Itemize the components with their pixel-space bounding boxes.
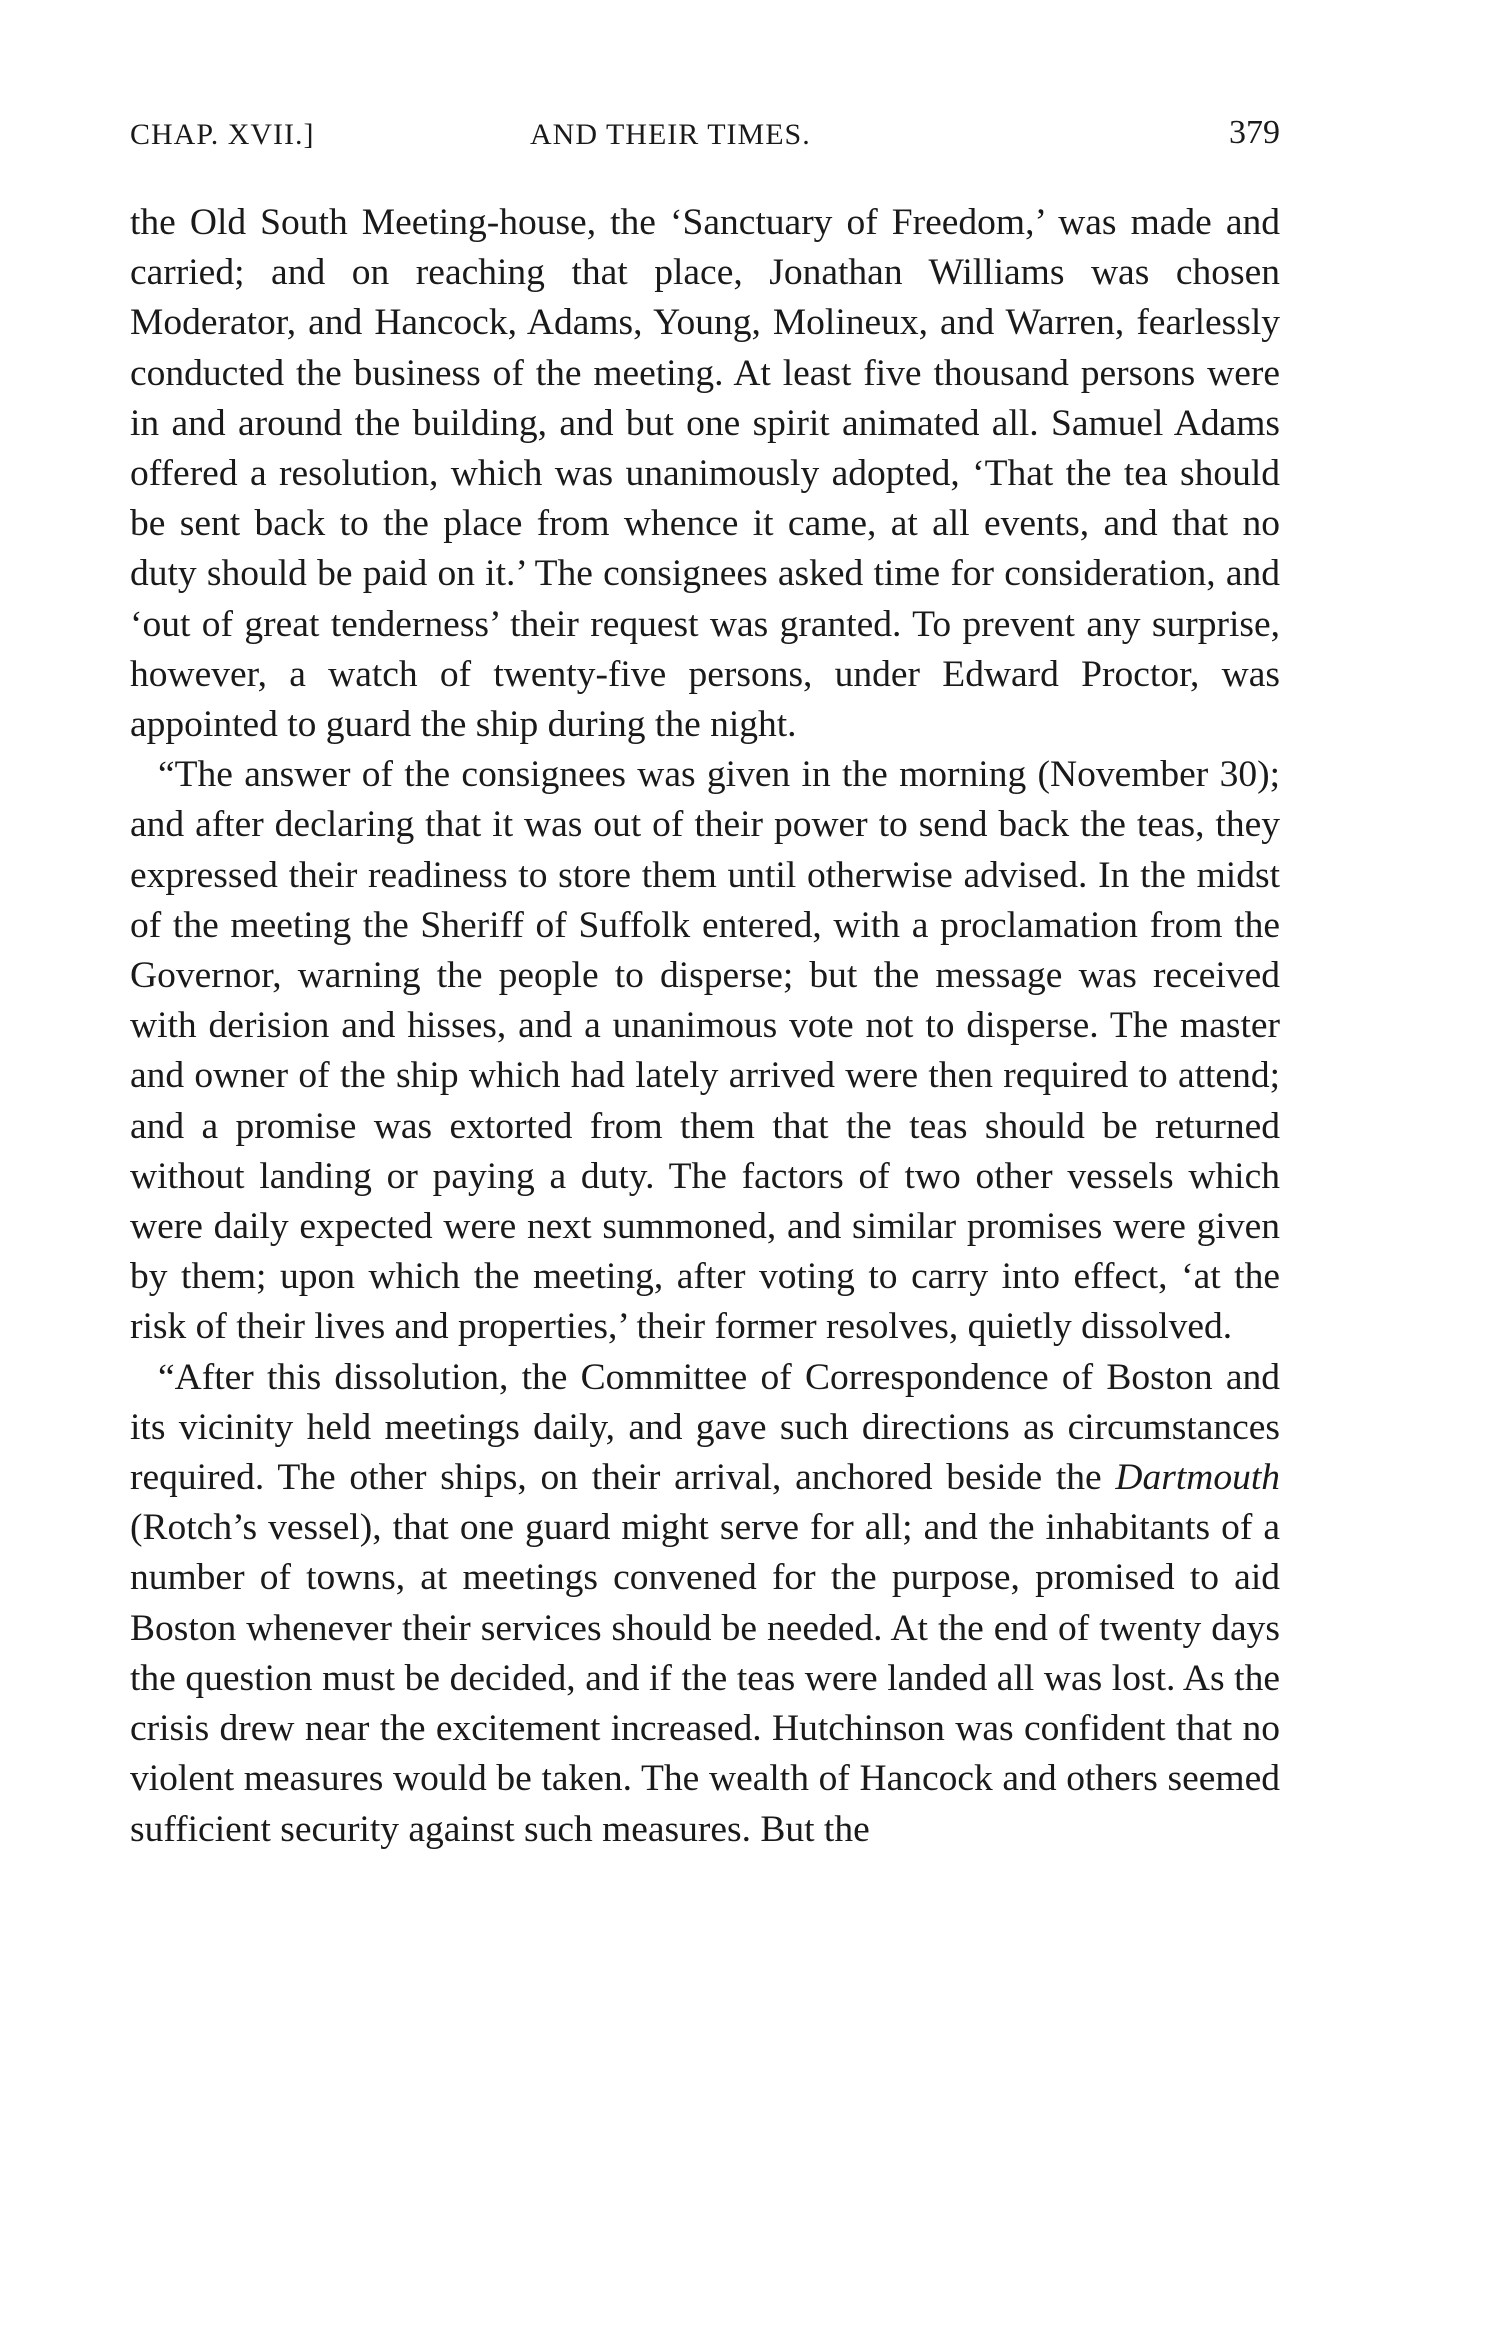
ship-name: Dartmouth xyxy=(1115,1457,1280,1499)
running-head xyxy=(130,110,1280,170)
book-page xyxy=(130,110,1280,1855)
paragraph-3-part-1: “After this dissolution, the Committee of Correspondence of Boston and its vicinity held meetings daily, and gave such directions as circumstances required. The other ships, on their arrival, anchored beside the xyxy=(130,1356,1280,1499)
paragraph-3 xyxy=(130,1353,1280,1855)
paragraph-2: “The answer of the consignees was given in the morning (November 30); and after declaring that it was out of their power to send back the teas, they expressed their readiness to store them until otherwise advised. In the midst of the meeting the Sheriff of Suffolk entered, with a proclamation from the Governor, warning the people to disperse; but the message was received with derision and hisses, and a unanimous vote not to disperse. The master and owner of the ship which had lately arrived were then required to attend; and a promise was extorted from them that the teas should be returned without landing or paying a duty. The factors of two other vessels which were daily expected were next summoned, and similar promises were given by them; upon which the meeting, after voting to carry into effect, ‘at the risk of their lives and properties,’ their former resolves, quietly dissolved. xyxy=(130,754,1280,1348)
paragraph-3-part-2: (Rotch’s vessel), that one guard might serve for all; and the inhabitants of a number of towns, at meetings convened for the purpose, promised to aid Boston whenever their services should be needed. At the end of twenty days the question must be decided, and if the teas were landed all was lost. As the crisis drew near the excitement increased. Hutchinson was confident that no violent measures would be taken. The wealth of Hancock and others seemed sufficient security against such measures. But the xyxy=(130,1507,1280,1850)
running-title: AND THEIR TIMES. xyxy=(530,118,811,151)
paragraph-1: the Old South Meeting-house, the ‘Sanctuary of Freedom,’ was made and carried; and on reaching that place, Jonathan Williams was chosen Moderator, and Hancock, Adams, Young, Molineux, and Warren, fearlessly conducted the business of the meeting. At least five thousand persons were in and around the building, and but one spirit animated all. Samuel Adams offered a resolution, which was unanimously adopted, ‘That the tea should be sent back to the place from whence it came, at all events, and that no duty should be paid on it.’ The consignees asked time for consideration, and ‘out of great tenderness’ their request was granted. To prevent any surprise, however, a watch of twenty-five persons, under Edward Proctor, was appointed to guard the ship during the night. xyxy=(130,202,1280,746)
body-text xyxy=(130,198,1280,1855)
page-number: 379 xyxy=(1229,114,1280,151)
chapter-label: CHAP. XVII.] xyxy=(130,118,315,151)
